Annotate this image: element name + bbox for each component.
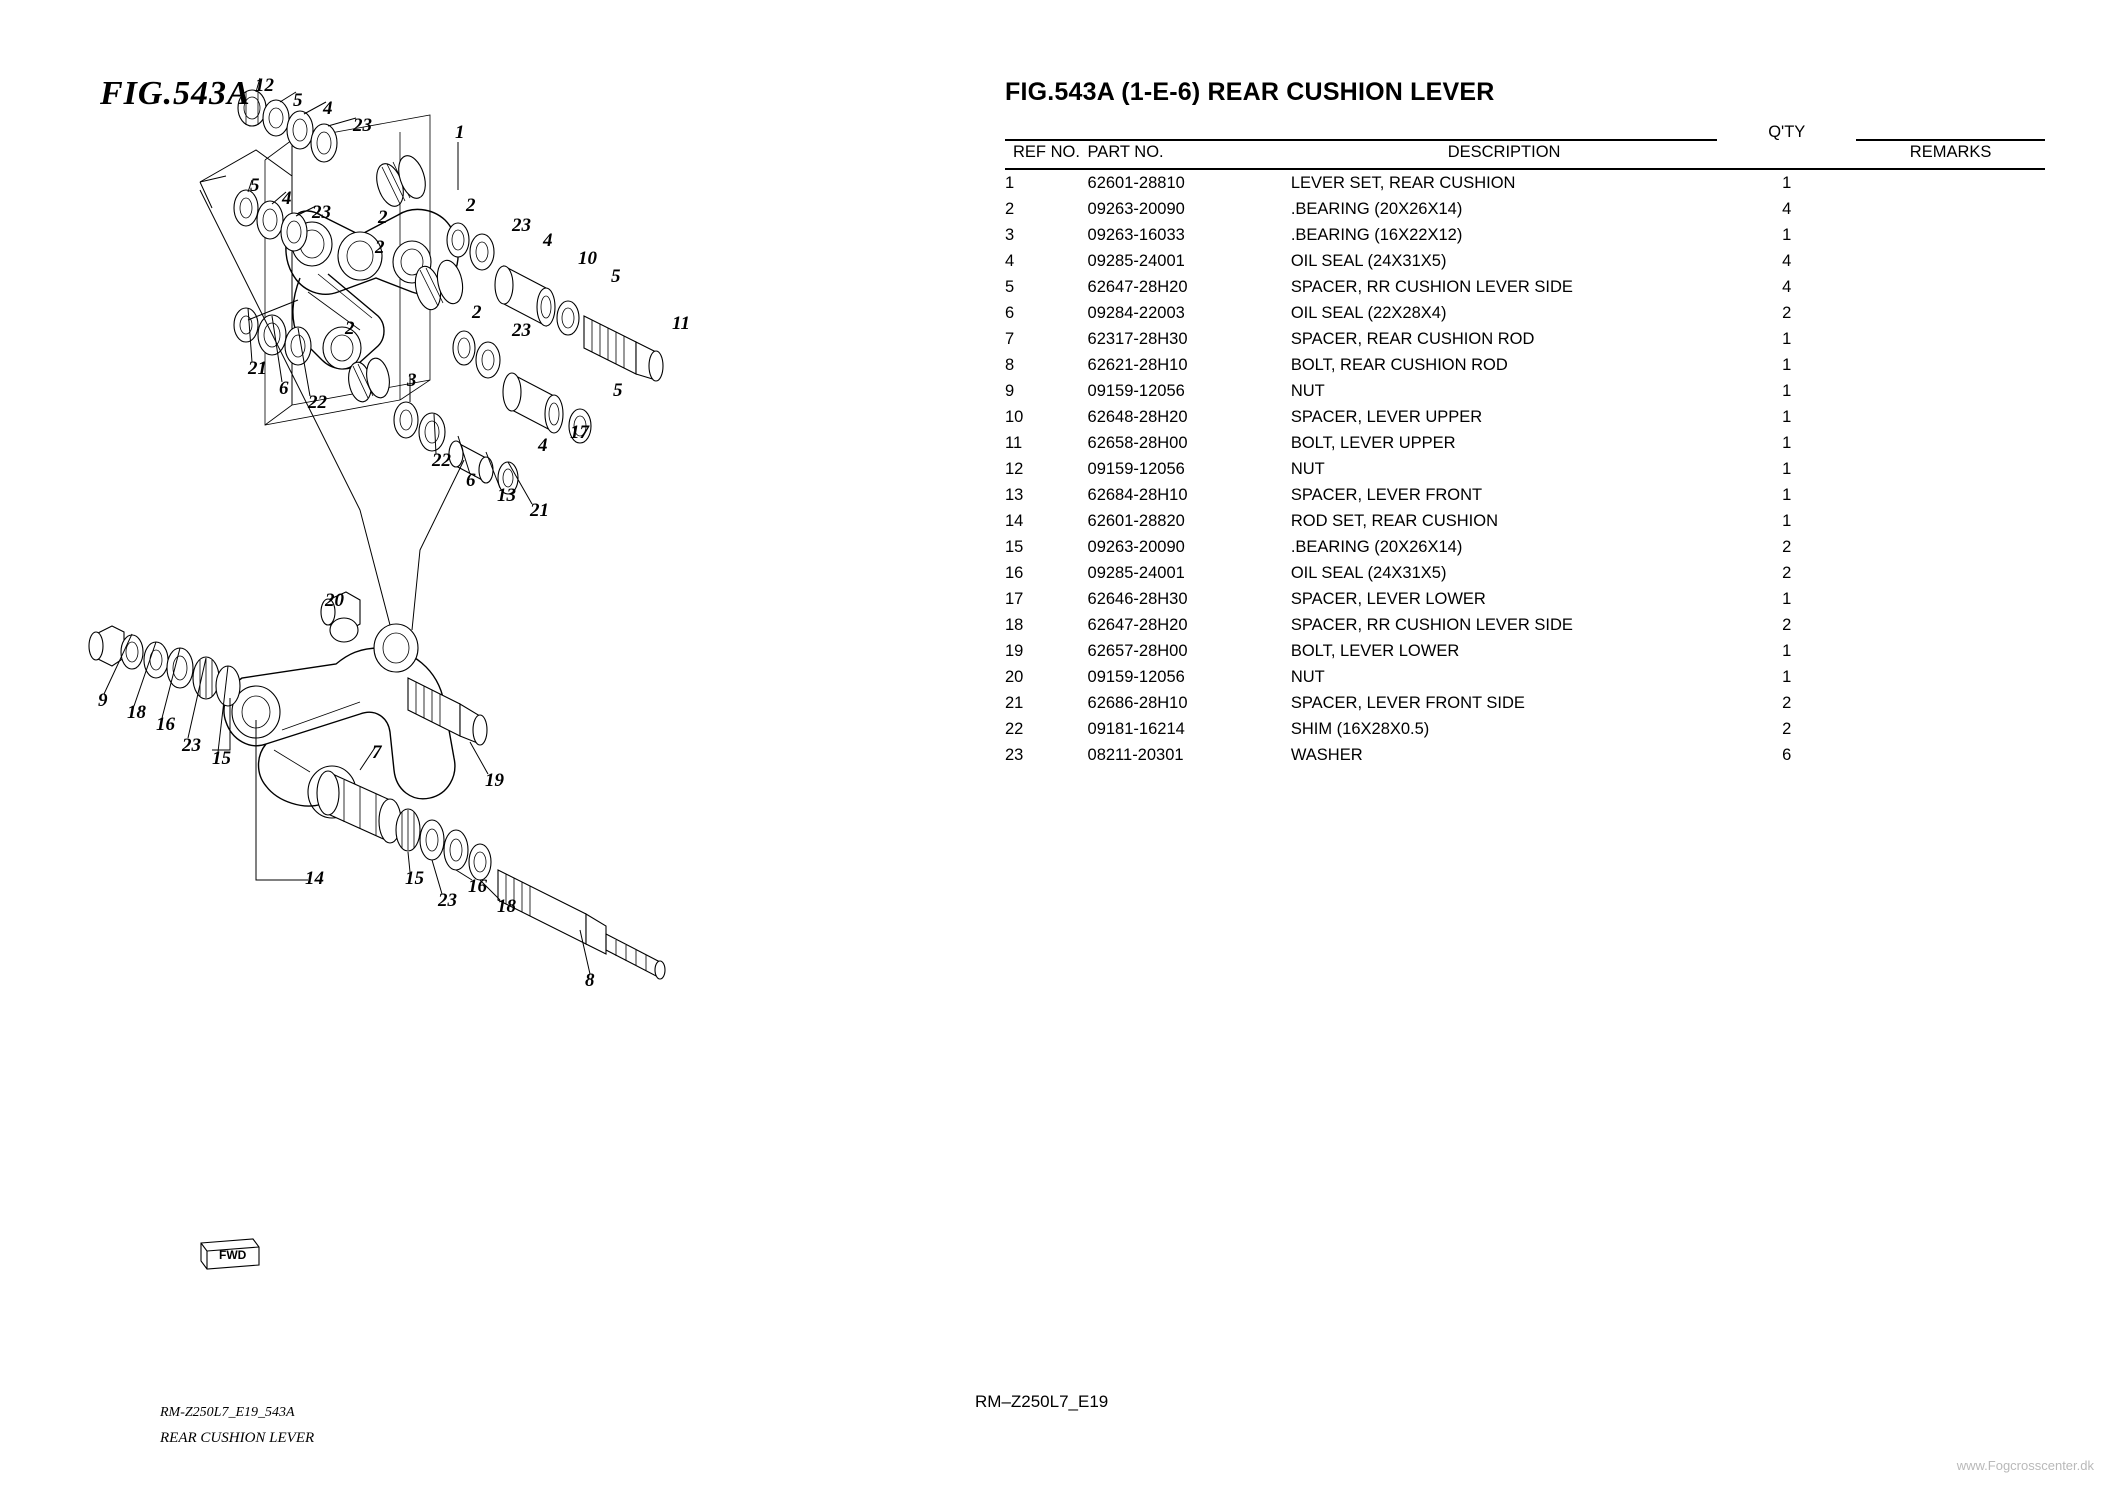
cell-qty: 1 [1782, 381, 1792, 400]
callout-14: 14 [305, 868, 324, 889]
cell-qty: 2 [1782, 563, 1792, 582]
cell-remarks [1856, 378, 2045, 404]
table-header-row [1005, 140, 2045, 169]
callout-7: 7 [372, 742, 382, 763]
cell-qty: 1 [1782, 225, 1792, 244]
cell-ref-no: 17 [1005, 589, 1024, 608]
cell-part-no: 62648-28H20 [1087, 407, 1188, 426]
cell-ref-no: 22 [1005, 719, 1024, 738]
cell-remarks [1856, 196, 2045, 222]
cell-part-no: 62647-28H20 [1087, 277, 1188, 296]
callout-4: 4 [543, 230, 553, 251]
table-row [1005, 508, 2045, 534]
table-row [1005, 248, 2045, 274]
cell-remarks [1856, 508, 2045, 534]
cell-part-no: 62684-28H10 [1087, 485, 1188, 504]
callout-5: 5 [293, 90, 303, 111]
cell-description: BOLT, REAR CUSHION ROD [1290, 355, 1508, 374]
cell-remarks [1856, 274, 2045, 300]
table-row [1005, 482, 2045, 508]
cell-description: SPACER, LEVER FRONT SIDE [1290, 693, 1525, 712]
cell-ref-no: 14 [1005, 511, 1024, 530]
cell-part-no: 62646-28H30 [1087, 589, 1188, 608]
table-row [1005, 300, 2045, 326]
cell-ref-no: 15 [1005, 537, 1024, 556]
cell-ref-no: 8 [1005, 355, 1015, 374]
callout-13: 13 [497, 485, 516, 506]
callout-22: 22 [432, 450, 451, 471]
site-watermark: www.Fogcrosscenter.dk [1956, 1458, 2094, 1473]
cell-qty: 2 [1782, 615, 1792, 634]
table-header [1005, 121, 2045, 169]
cell-description: OIL SEAL (22X28X4) [1290, 303, 1447, 322]
callout-16: 16 [468, 876, 487, 897]
cell-remarks [1856, 222, 2045, 248]
cell-remarks [1856, 638, 2045, 664]
cell-qty: 1 [1782, 667, 1792, 686]
cell-description: OIL SEAL (24X31X5) [1290, 251, 1447, 270]
figure-label: FIG.543A [100, 75, 251, 112]
table-row [1005, 612, 2045, 638]
cell-remarks [1856, 352, 2045, 378]
callout-18: 18 [497, 896, 516, 917]
callout-2: 2 [378, 207, 388, 228]
callout-20: 20 [325, 590, 344, 611]
callout-23: 23 [182, 735, 201, 756]
cell-description: SPACER, RR CUSHION LEVER SIDE [1290, 615, 1573, 634]
cell-part-no: 62317-28H30 [1087, 329, 1188, 348]
cell-description: SPACER, LEVER FRONT [1290, 485, 1483, 504]
cell-ref-no: 18 [1005, 615, 1024, 634]
cell-remarks [1856, 534, 2045, 560]
callout-12: 12 [255, 75, 274, 96]
cell-ref-no: 1 [1005, 173, 1015, 192]
col-description: DESCRIPTION [1291, 140, 1717, 169]
cell-part-no: 09263-20090 [1087, 199, 1185, 218]
table-row [1005, 222, 2045, 248]
rod-assembly-group [89, 190, 665, 979]
cell-remarks [1856, 664, 2045, 690]
cell-qty: 1 [1782, 433, 1792, 452]
col-qty [1717, 140, 1856, 169]
cell-remarks [1856, 326, 2045, 352]
cell-description: .BEARING (20X26X14) [1290, 537, 1463, 556]
callout-11: 11 [672, 313, 690, 334]
cell-ref-no: 20 [1005, 667, 1024, 686]
cell-description: LEVER SET, REAR CUSHION [1290, 173, 1516, 192]
table-row [1005, 586, 2045, 612]
cell-remarks [1856, 690, 2045, 716]
cell-ref-no: 4 [1005, 251, 1015, 270]
table-row [1005, 352, 2045, 378]
cell-part-no: 62686-28H10 [1087, 693, 1188, 712]
cell-remarks [1856, 742, 2045, 768]
table-row [1005, 169, 2045, 196]
cell-qty: 1 [1782, 511, 1792, 530]
cell-ref-no: 9 [1005, 381, 1015, 400]
cell-remarks [1856, 716, 2045, 742]
cell-ref-no: 21 [1005, 693, 1024, 712]
callout-23: 23 [512, 320, 531, 341]
cell-qty: 4 [1782, 277, 1792, 296]
model-code: RM–Z250L7_E19 [975, 1392, 1109, 1411]
cell-qty: 2 [1782, 719, 1792, 738]
cell-description: NUT [1290, 381, 1325, 400]
cell-remarks [1856, 586, 2045, 612]
diagram-name: REAR CUSHION LEVER [160, 1430, 315, 1446]
callout-21: 21 [248, 358, 267, 379]
cell-remarks [1856, 300, 2045, 326]
table-header-qty-row [1005, 121, 2045, 140]
callout-8: 8 [585, 970, 595, 991]
cell-description: OIL SEAL (24X31X5) [1290, 563, 1447, 582]
fwd-marker [195, 1235, 265, 1273]
callout-2: 2 [375, 237, 385, 258]
cell-remarks [1856, 456, 2045, 482]
cell-remarks [1856, 482, 2045, 508]
parts-table [1005, 121, 2045, 768]
cell-part-no: 09159-12056 [1087, 381, 1185, 400]
cell-part-no: 09159-12056 [1087, 459, 1185, 478]
table-body [1005, 169, 2045, 768]
callout-leaders [104, 78, 590, 974]
cell-ref-no: 11 [1005, 433, 1023, 452]
col-remarks: REMARKS [1856, 140, 2045, 169]
cell-part-no: 09263-16033 [1087, 225, 1185, 244]
callout-21: 21 [530, 500, 549, 521]
cell-qty: 1 [1782, 485, 1792, 504]
cell-part-no: 09181-16214 [1087, 719, 1185, 738]
callout-1: 1 [455, 122, 465, 143]
cell-description: ROD SET, REAR CUSHION [1290, 511, 1499, 530]
callout-2: 2 [472, 302, 482, 323]
cell-part-no: 62621-28H10 [1087, 355, 1188, 374]
cell-qty: 2 [1782, 303, 1792, 322]
cell-ref-no: 19 [1005, 641, 1024, 660]
cell-qty: 1 [1782, 641, 1792, 660]
cell-remarks [1856, 248, 2045, 274]
callout-23: 23 [438, 890, 457, 911]
table-row [1005, 456, 2045, 482]
callout-18: 18 [127, 702, 146, 723]
table-row [1005, 378, 2045, 404]
callout-15: 15 [405, 868, 424, 889]
cell-qty: 1 [1782, 355, 1792, 374]
callout-2: 2 [345, 318, 355, 339]
callout-15: 15 [212, 748, 231, 769]
callout-4: 4 [282, 188, 292, 209]
cell-description: SHIM (16X28X0.5) [1290, 719, 1430, 738]
cell-qty: 1 [1782, 589, 1792, 608]
cell-part-no: 62601-28820 [1087, 511, 1185, 530]
callout-16: 16 [156, 714, 175, 735]
page-title: FIG.543A (1-E-6) REAR CUSHION LEVER [1005, 78, 1495, 106]
callout-6: 6 [279, 378, 289, 399]
cell-description: NUT [1290, 459, 1325, 478]
col-part-no: PART NO. [1088, 140, 1291, 169]
cell-remarks [1856, 560, 2045, 586]
cell-part-no: 09284-22003 [1087, 303, 1185, 322]
cell-qty: 4 [1782, 199, 1792, 218]
cell-qty: 2 [1782, 537, 1792, 556]
table-row [1005, 404, 2045, 430]
cell-ref-no: 12 [1005, 459, 1024, 478]
callout-6: 6 [466, 470, 476, 491]
cell-description: SPACER, REAR CUSHION ROD [1290, 329, 1535, 348]
cell-part-no: 62658-28H00 [1087, 433, 1188, 452]
cell-description: BOLT, LEVER LOWER [1290, 641, 1460, 660]
cell-ref-no: 16 [1005, 563, 1024, 582]
callout-5: 5 [250, 175, 260, 196]
table-row [1005, 274, 2045, 300]
callout-10: 10 [578, 248, 597, 269]
cell-part-no: 62657-28H00 [1087, 641, 1188, 660]
cell-part-no: 08211-20301 [1087, 745, 1184, 764]
cell-ref-no: 6 [1005, 303, 1015, 322]
cell-description: SPACER, LEVER UPPER [1290, 407, 1483, 426]
cell-qty: 6 [1782, 745, 1792, 764]
cell-part-no: 09263-20090 [1087, 537, 1185, 556]
callout-23: 23 [353, 115, 372, 136]
cell-ref-no: 3 [1005, 225, 1015, 244]
cell-remarks [1856, 612, 2045, 638]
cell-ref-no: 10 [1005, 407, 1024, 426]
table-row [1005, 430, 2045, 456]
table-row [1005, 690, 2045, 716]
cell-remarks [1856, 169, 2045, 196]
cell-qty: 2 [1782, 693, 1792, 712]
col-ref-no: REF NO. [1005, 140, 1088, 169]
exploded-diagram [60, 30, 1000, 1446]
callout-19: 19 [485, 770, 504, 791]
parts-table-panel [1005, 78, 2060, 768]
table-row [1005, 534, 2045, 560]
svg-text:FWD: FWD [219, 1248, 247, 1262]
cell-description: NUT [1290, 667, 1325, 686]
cell-qty: 1 [1782, 329, 1792, 348]
cell-qty: 1 [1782, 407, 1792, 426]
cell-description: SPACER, RR CUSHION LEVER SIDE [1290, 277, 1573, 296]
cell-part-no: 09285-24001 [1087, 563, 1185, 582]
callout-17: 17 [570, 422, 589, 443]
cell-part-no: 62601-28810 [1087, 173, 1185, 192]
cell-ref-no: 23 [1005, 745, 1024, 764]
lever-assembly-group [200, 90, 663, 494]
qty-top-label: Q'TY [1768, 123, 1806, 141]
cell-part-no: 09285-24001 [1087, 251, 1185, 270]
cell-description: .BEARING (16X22X12) [1290, 225, 1463, 244]
callout-4: 4 [538, 435, 548, 456]
callout-5: 5 [613, 380, 623, 401]
callout-9: 9 [98, 690, 108, 711]
cell-description: BOLT, LEVER UPPER [1290, 433, 1456, 452]
cell-part-no: 62647-28H20 [1087, 615, 1188, 634]
callout-3: 3 [407, 370, 417, 391]
callout-23: 23 [512, 215, 531, 236]
cell-remarks [1856, 404, 2045, 430]
table-row [1005, 638, 2045, 664]
callout-22: 22 [308, 392, 327, 413]
table-row [1005, 716, 2045, 742]
table-row [1005, 560, 2045, 586]
callout-4: 4 [323, 98, 333, 119]
cell-remarks [1856, 430, 2045, 456]
callout-5: 5 [611, 266, 621, 287]
cell-qty: 1 [1782, 173, 1792, 192]
callout-2: 2 [466, 195, 476, 216]
callout-23: 23 [312, 202, 331, 223]
cell-ref-no: 2 [1005, 199, 1015, 218]
diagram-code: RM-Z250L7_E19_543A [160, 1405, 295, 1420]
table-row [1005, 742, 2045, 768]
table-row [1005, 664, 2045, 690]
cell-ref-no: 13 [1005, 485, 1024, 504]
cell-description: WASHER [1290, 745, 1363, 764]
cell-ref-no: 5 [1005, 277, 1015, 296]
cell-description: SPACER, LEVER LOWER [1290, 589, 1486, 608]
cell-qty: 1 [1782, 459, 1792, 478]
cell-description: .BEARING (20X26X14) [1290, 199, 1463, 218]
cell-qty: 4 [1782, 251, 1792, 270]
table-row [1005, 326, 2045, 352]
cell-ref-no: 7 [1005, 329, 1015, 348]
cell-part-no: 09159-12056 [1087, 667, 1185, 686]
table-row [1005, 196, 2045, 222]
